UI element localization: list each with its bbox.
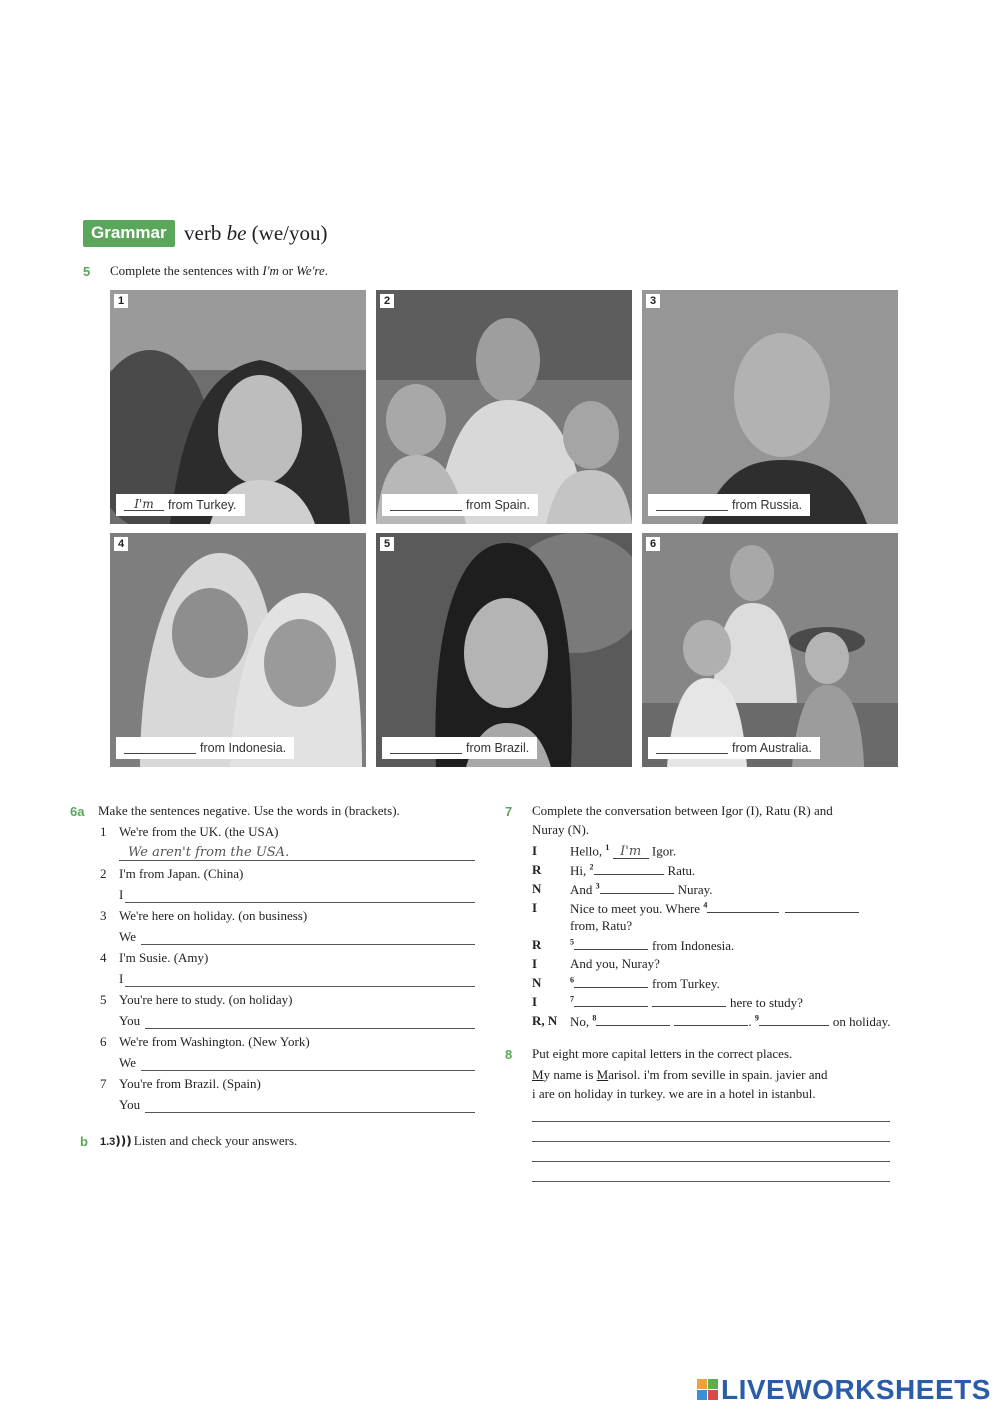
ex7-line-1-b: Igor. bbox=[648, 843, 677, 859]
photo-3-answer-blank[interactable] bbox=[656, 499, 728, 511]
ex7-gap-1[interactable]: I'm bbox=[613, 846, 649, 859]
title-italic: be bbox=[226, 221, 247, 245]
ex7-line-10-a: No, bbox=[570, 1014, 593, 1029]
ex7-line-10-dot: . bbox=[748, 1014, 752, 1029]
ex7-speaker-3: N bbox=[532, 881, 542, 896]
ex7-gap-5[interactable] bbox=[574, 937, 648, 950]
liveworksheets-logo-text: LIVEWORKSHEETS bbox=[721, 1374, 991, 1405]
title-rest: (we/you) bbox=[246, 221, 328, 245]
ex8-text-u1: M bbox=[532, 1067, 544, 1082]
ex6a-item-7-start: You bbox=[119, 1097, 141, 1112]
photo-4-caption-text: from Indonesia. bbox=[200, 741, 287, 755]
ex6a-item-5-prompt: You're here to study. (on holiday) bbox=[119, 992, 293, 1007]
ex7-line-6 bbox=[570, 937, 734, 954]
ex6a-item-4 bbox=[100, 950, 208, 966]
photo-5-image bbox=[376, 533, 632, 767]
ex5-number: 5 bbox=[83, 264, 91, 279]
ex7-gap-8a[interactable] bbox=[596, 1013, 670, 1026]
ex6b-number: b bbox=[80, 1134, 88, 1149]
ex8-answer-line-1[interactable] bbox=[532, 1121, 890, 1122]
ex6b-instruction bbox=[100, 1133, 297, 1149]
photo-3-caption-text: from Russia. bbox=[732, 498, 803, 512]
ex7-line-4 bbox=[570, 900, 859, 917]
ex6a-item-2-start: I bbox=[119, 887, 124, 902]
ex6a-item-7-line[interactable] bbox=[145, 1112, 475, 1113]
photo-4-image bbox=[110, 533, 366, 767]
ex7-number: 7 bbox=[505, 804, 513, 819]
photo-3 bbox=[642, 290, 898, 524]
ex6a-number: 6a bbox=[70, 804, 85, 819]
ex6a-item-2-prompt: I'm from Japan. (China) bbox=[119, 866, 244, 881]
photo-6-answer-blank[interactable] bbox=[656, 742, 728, 754]
ex7-gap-9-num: 9 bbox=[754, 1013, 759, 1023]
ex7-gap-2-num: 2 bbox=[589, 862, 594, 872]
ex7-line-5: from, Ratu? bbox=[570, 918, 633, 933]
photo-4-caption bbox=[116, 737, 294, 759]
ex8-text-line2: i are on holiday in turkey. we are in a hotel in istanbul. bbox=[532, 1086, 816, 1101]
ex7-line-9 bbox=[570, 994, 803, 1011]
ex6a-item-3-line[interactable] bbox=[141, 944, 475, 945]
ex7-speaker-4: I bbox=[532, 900, 538, 915]
ex6a-item-5 bbox=[100, 992, 293, 1008]
ex7-gap-5-num: 5 bbox=[570, 937, 574, 947]
ex7-line-7: And you, Nuray? bbox=[570, 956, 660, 971]
ex6a-item-6-line[interactable] bbox=[141, 1070, 475, 1071]
ex6a-item-2 bbox=[100, 866, 243, 882]
ex7-line-10-b: on holiday. bbox=[832, 1014, 891, 1029]
ex5-instruction bbox=[110, 263, 328, 279]
ex6a-item-1-answer[interactable]: We aren't from the USA. bbox=[128, 845, 290, 860]
ex6a-item-6-num: 6 bbox=[100, 1034, 107, 1049]
photo-1-caption bbox=[116, 494, 245, 516]
photo-6 bbox=[642, 533, 898, 767]
ex7-speaker-7: I bbox=[532, 956, 538, 971]
ex7-gap-7a[interactable] bbox=[574, 994, 648, 1007]
ex6a-item-5-num: 5 bbox=[100, 992, 107, 1007]
photo-2-caption-text: from Spain. bbox=[466, 498, 530, 512]
ex7-instruction-line1: Complete the conversation between Igor (I), Ratu (R) and bbox=[532, 803, 833, 818]
photo-1 bbox=[110, 290, 366, 524]
ex8-text-u2: M bbox=[596, 1067, 609, 1082]
ex5-instr-were: We're bbox=[296, 263, 325, 278]
photo-1-answer-blank[interactable]: I'm bbox=[124, 499, 164, 511]
photo-2-image bbox=[376, 290, 632, 524]
ex8-instruction: Put eight more capital letters in the correct places. bbox=[532, 1046, 793, 1061]
ex7-line-2 bbox=[570, 862, 695, 879]
ex6a-item-3-start: We bbox=[119, 929, 136, 944]
ex7-line-3-a: And bbox=[570, 882, 596, 897]
audio-icon[interactable]: ))) bbox=[115, 1134, 132, 1148]
ex7-gap-6-num: 6 bbox=[570, 975, 574, 985]
photo-5-number: 5 bbox=[380, 537, 394, 551]
ex5-instr-or: or bbox=[278, 263, 297, 278]
ex6a-item-3 bbox=[100, 908, 307, 924]
ex8-text-2: arisol. i'm from seville in spain. javier and bbox=[608, 1067, 828, 1082]
ex7-gap-8-num: 8 bbox=[592, 1013, 597, 1023]
ex7-line-1 bbox=[570, 843, 676, 859]
photo-5-answer-blank[interactable] bbox=[390, 742, 462, 754]
ex8-answer-line-3[interactable] bbox=[532, 1161, 890, 1162]
photo-2-answer-blank[interactable] bbox=[390, 499, 462, 511]
photo-1-image bbox=[110, 290, 366, 524]
ex6a-item-4-start: I bbox=[119, 971, 124, 986]
ex6a-item-2-line[interactable] bbox=[125, 902, 475, 903]
ex7-gap-3[interactable] bbox=[600, 881, 674, 894]
ex6a-item-4-num: 4 bbox=[100, 950, 107, 965]
ex6a-item-5-line[interactable] bbox=[145, 1028, 475, 1029]
photo-5-caption-text: from Brazil. bbox=[466, 741, 530, 755]
liveworksheets-logo bbox=[697, 1374, 991, 1406]
ex6a-item-7-num: 7 bbox=[100, 1076, 107, 1091]
photo-6-caption bbox=[648, 737, 820, 759]
ex6b-track: 1.3 bbox=[100, 1136, 116, 1148]
photo-1-number: 1 bbox=[114, 294, 128, 308]
ex6a-instruction: Make the sentences negative. Use the words in (brackets). bbox=[98, 803, 400, 818]
ex6b-text: Listen and check your answers. bbox=[133, 1133, 298, 1148]
ex6a-item-1-prompt: We're from the UK. (the USA) bbox=[119, 824, 279, 839]
ex6a-item-1 bbox=[100, 824, 278, 840]
photo-5-caption bbox=[382, 737, 537, 759]
ex6a-item-7-prompt: You're from Brazil. (Spain) bbox=[119, 1076, 261, 1091]
ex7-gap-8b[interactable] bbox=[674, 1013, 748, 1026]
ex7-line-3 bbox=[570, 881, 713, 898]
ex8-answer-line-2[interactable] bbox=[532, 1141, 890, 1142]
ex5-instr-a: Complete the sentences with bbox=[110, 263, 263, 278]
ex5-instr-im: I'm bbox=[262, 263, 279, 278]
ex7-line-2-a: Hi, bbox=[570, 863, 590, 878]
grammar-badge: Grammar bbox=[83, 220, 175, 247]
liveworksheets-logo-icon bbox=[697, 1377, 719, 1403]
ex7-gap-4a[interactable] bbox=[707, 900, 779, 913]
ex7-line-3-b: Nuray. bbox=[677, 882, 713, 897]
ex7-speaker-2: R bbox=[532, 862, 542, 877]
title-plain: verb bbox=[184, 221, 227, 245]
ex7-gap-7b[interactable] bbox=[652, 994, 726, 1007]
ex7-speaker-9: I bbox=[532, 994, 538, 1009]
ex6a-item-6-prompt: We're from Washington. (New York) bbox=[119, 1034, 310, 1049]
ex8-text-line1 bbox=[532, 1067, 828, 1083]
ex7-gap-1-num: 1 bbox=[605, 843, 610, 852]
section-title bbox=[184, 221, 327, 246]
ex6a-item-7 bbox=[100, 1076, 261, 1092]
ex7-line-4-a: Nice to meet you. Where bbox=[570, 901, 704, 916]
ex6a-item-3-num: 3 bbox=[100, 908, 107, 923]
ex6a-item-3-prompt: We're here on holiday. (on business) bbox=[119, 908, 308, 923]
ex7-line-6-b: from Indonesia. bbox=[652, 938, 735, 953]
ex7-speaker-1: I bbox=[532, 843, 538, 858]
ex7-speaker-8: N bbox=[532, 975, 542, 990]
photo-1-caption-text: from Turkey. bbox=[168, 498, 237, 512]
ex7-instruction-line2: Nuray (N). bbox=[532, 822, 590, 837]
ex6a-item-4-prompt: I'm Susie. (Amy) bbox=[119, 950, 209, 965]
ex7-speaker-10: R, N bbox=[532, 1013, 558, 1028]
ex7-line-1-a: Hello, bbox=[570, 843, 606, 859]
ex6a-item-5-start: You bbox=[119, 1013, 141, 1028]
ex7-gap-4-num: 4 bbox=[703, 900, 708, 910]
ex8-number: 8 bbox=[505, 1047, 513, 1062]
photo-6-number: 6 bbox=[646, 537, 660, 551]
photo-6-caption-text: from Australia. bbox=[732, 741, 812, 755]
photo-2-number: 2 bbox=[380, 294, 394, 308]
photo-5 bbox=[376, 533, 632, 767]
ex7-gap-3-num: 3 bbox=[595, 881, 600, 891]
ex7-line-2-b: Ratu. bbox=[667, 863, 696, 878]
ex6a-item-4-line[interactable] bbox=[125, 986, 475, 987]
photo-4-number: 4 bbox=[114, 537, 128, 551]
ex7-gap-7-num: 7 bbox=[570, 994, 574, 1004]
photo-2 bbox=[376, 290, 632, 524]
ex7-line-8 bbox=[570, 975, 720, 992]
ex7-speaker-6: R bbox=[532, 937, 542, 952]
ex7-line-9-b: here to study? bbox=[730, 995, 803, 1010]
ex6a-item-2-num: 2 bbox=[100, 866, 107, 881]
photo-6-image bbox=[642, 533, 898, 767]
ex8-text-1: y name is bbox=[543, 1067, 597, 1082]
ex7-gap-6[interactable] bbox=[574, 975, 648, 988]
photo-3-caption bbox=[648, 494, 810, 516]
photo-3-number: 3 bbox=[646, 294, 660, 308]
ex5-instr-dot: . bbox=[324, 263, 328, 278]
ex6a-item-1-num: 1 bbox=[100, 824, 107, 839]
ex7-gap-4b[interactable] bbox=[785, 900, 859, 913]
photo-2-caption bbox=[382, 494, 538, 516]
photo-4 bbox=[110, 533, 366, 767]
photo-4-answer-blank[interactable] bbox=[124, 742, 196, 754]
ex8-answer-line-4[interactable] bbox=[532, 1181, 890, 1182]
ex7-line-8-b: from Turkey. bbox=[652, 976, 720, 991]
ex6a-item-1-line bbox=[119, 860, 475, 861]
ex7-gap-2[interactable] bbox=[594, 862, 664, 875]
photo-3-image bbox=[642, 290, 898, 524]
ex6a-item-6-start: We bbox=[119, 1055, 136, 1070]
ex6a-item-6 bbox=[100, 1034, 310, 1050]
ex7-gap-9[interactable] bbox=[759, 1013, 829, 1026]
ex7-line-10 bbox=[570, 1013, 891, 1030]
